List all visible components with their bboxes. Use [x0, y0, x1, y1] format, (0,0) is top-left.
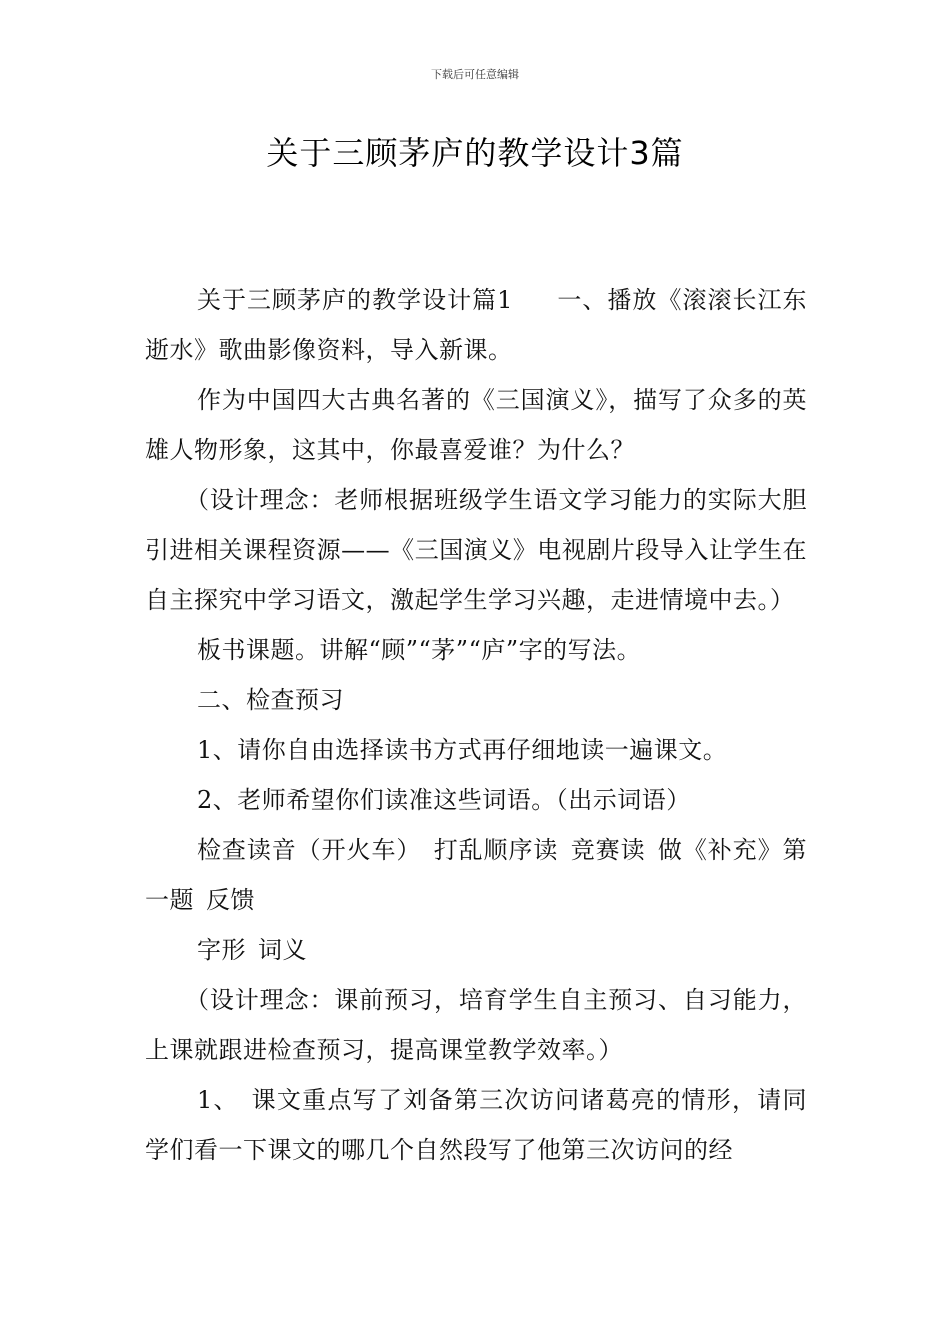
paragraph-9: [145, 925, 807, 975]
paragraph-8-part-a: 检查读音（开火车）: [197, 836, 422, 864]
paragraph-2: 作为中国四大古典名著的《三国演义》，描写了众多的英雄人物形象，这其中，你最喜爱谁？为什么？: [145, 386, 807, 464]
paragraph-7: 2、老师希望你们读准这些词语。（出示词语）: [197, 786, 691, 814]
paragraph-3-design-note: （设计理念：老师根据班级学生语文学习能力的实际大胆引进相关课程资源——《三国演义》电视剧片段导入让学生在自主探究中学习语文，激起学生学习兴趣，走进情境中去。）: [145, 486, 807, 614]
header-note: 下载后可任意编辑: [431, 68, 519, 81]
paragraph-9-part-b: 词义: [258, 936, 307, 964]
paragraph-9-part-a: 字形: [197, 936, 246, 964]
paragraph-8-part-e: 反馈: [206, 886, 255, 914]
paragraph-4: 板书课题。讲解“顾”“茅”“庐”字的写法。: [197, 636, 642, 664]
paragraph-8-part-c: 竞赛读: [570, 836, 646, 864]
paragraph-1-text: 一、播放《滚滚长江东逝水》歌曲影像资料，导入新课。: [145, 286, 807, 364]
paragraph-8: [145, 825, 807, 925]
paragraph-8-part-b: 打乱顺序读: [433, 836, 559, 864]
paragraph-5-heading: 二、检查预习: [197, 686, 344, 714]
paragraph-1: [145, 275, 807, 375]
paragraph-11: [145, 1075, 807, 1175]
paragraph-10-design-note: （设计理念：课前预习，培育学生自主预习、自习能力，上课就跟进检查预习，提高课堂教学效率。）: [145, 986, 807, 1064]
paragraph-11-text: 课文重点写了刘备第三次访问诸葛亮的情形，请同学们看一下课文的哪几个自然段写了他第三次访问的经: [145, 1086, 808, 1164]
section-heading: 关于三顾茅庐的教学设计篇1: [197, 286, 513, 314]
document-title: 关于三顾茅庐的教学设计3篇: [266, 134, 684, 172]
paragraph-8-part-d: 做《补充》第一题: [145, 836, 808, 914]
document-body: [145, 275, 807, 1175]
paragraph-6: 1、请你自由选择读书方式再仔细地读一遍课文。: [197, 736, 728, 764]
paragraph-11-number: 1、: [197, 1086, 239, 1114]
